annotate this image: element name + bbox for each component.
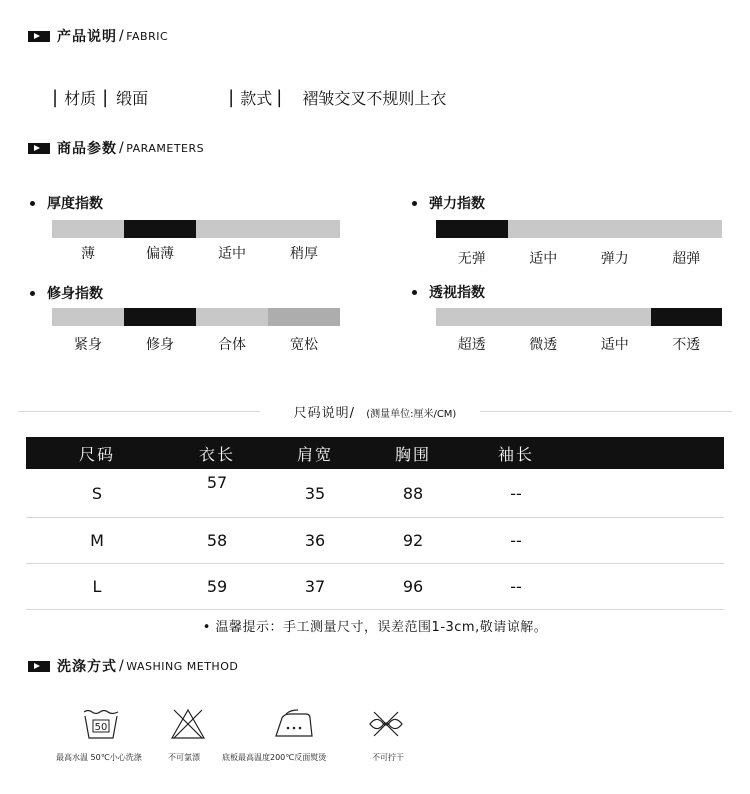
fabric-info-row: | 材质 | 缎面 | 款式 | 褶皱交叉不规则上衣 — [52, 87, 447, 108]
fit-title: 修身指数 — [30, 283, 103, 303]
measurement-tip: • 温馨提示：手工测量尺寸，误差范围1-3cm,敬请谅解。 — [202, 620, 548, 635]
fit-labels: 紧身 修身 合体 宽松 — [74, 337, 318, 353]
elasticity-title: 弹力指数 — [412, 193, 485, 213]
section-slash: / — [119, 28, 125, 44]
scale-segment — [579, 220, 651, 238]
scale-segment — [579, 308, 651, 326]
scale-segment — [508, 308, 580, 326]
play-arrow-icon — [28, 143, 50, 154]
wash-label: 底板最高温度200℃反面熨烫 — [222, 753, 327, 762]
wash-label: 不可氯漂 — [168, 753, 200, 762]
scale-segment-selected — [651, 308, 723, 326]
section-title-en: PARAMETERS — [126, 141, 205, 155]
scale-segment — [436, 308, 508, 326]
fit-scale — [52, 308, 340, 326]
table-row: L 59 37 96 -- — [26, 564, 724, 610]
scale-segment-selected — [124, 308, 196, 326]
play-arrow-icon — [28, 661, 50, 672]
section-title-cn: 商品参数 — [57, 141, 117, 157]
table-row: M 58 36 92 -- — [26, 518, 724, 564]
section-title-en: WASHING METHOD — [126, 659, 239, 673]
scale-segment — [268, 308, 340, 326]
elasticity-scale — [436, 220, 722, 238]
section-slash: / — [119, 658, 125, 674]
sheerness-labels: 超透 微透 适中 不透 — [457, 337, 701, 353]
thickness-labels: 薄 偏薄 适中 稍厚 — [81, 246, 318, 262]
no-wring-icon — [368, 708, 404, 744]
scale-segment — [651, 220, 723, 238]
size-table — [26, 437, 724, 610]
wash-tub-50-icon — [83, 708, 119, 744]
bullet-icon — [30, 201, 35, 206]
header-sleeve: 袖长 — [462, 437, 570, 469]
bullet-icon — [30, 291, 35, 296]
wash-temp: 50 — [94, 722, 108, 733]
scale-segment — [196, 308, 268, 326]
scale-segment — [268, 220, 340, 238]
scale-segment-selected — [436, 220, 508, 238]
header-size: 尺码 — [26, 437, 168, 469]
wash-label: 最高水温 50℃小心洗涤 — [56, 753, 142, 762]
thickness-title: 厚度指数 — [30, 193, 103, 213]
play-arrow-icon — [28, 31, 50, 42]
material-label: 材质 — [64, 89, 97, 108]
section-title-cn: 洗涤方式 — [57, 659, 117, 675]
header-bust: 胸围 — [364, 437, 462, 469]
table-header-row — [26, 437, 724, 469]
iron-icon — [272, 708, 316, 744]
header-shoulder: 肩宽 — [266, 437, 364, 469]
section-title-en: FABRIC — [126, 29, 169, 43]
style-value: 褶皱交叉不规则上衣 — [302, 89, 447, 108]
no-bleach-icon — [170, 708, 206, 744]
size-section-title: 尺码说明/ (测量单位:厘米/CM) — [293, 406, 457, 421]
scale-segment — [52, 220, 124, 238]
elasticity-labels: 无弹 适中 弹力 超弹 — [457, 251, 701, 267]
scale-segment — [196, 220, 268, 238]
scale-segment-selected — [124, 220, 196, 238]
scale-segment — [52, 308, 124, 326]
style-label: 款式 — [240, 89, 273, 108]
section-title-cn: 产品说明 — [57, 29, 117, 45]
material-value: 缎面 — [116, 89, 149, 108]
wash-label: 不可拧干 — [372, 753, 404, 762]
bullet-icon — [412, 290, 417, 295]
fabric-section-header — [28, 26, 168, 46]
washing-section-header — [28, 656, 238, 676]
params-section-header — [28, 138, 204, 158]
sheerness-title: 透视指数 — [412, 282, 485, 302]
sheerness-scale — [436, 308, 722, 326]
section-slash: / — [119, 140, 125, 156]
header-length: 衣长 — [168, 437, 266, 469]
table-row: S 57 35 88 -- — [26, 469, 724, 518]
bullet-icon — [412, 201, 417, 206]
scale-segment — [508, 220, 580, 238]
thickness-scale — [52, 220, 340, 238]
